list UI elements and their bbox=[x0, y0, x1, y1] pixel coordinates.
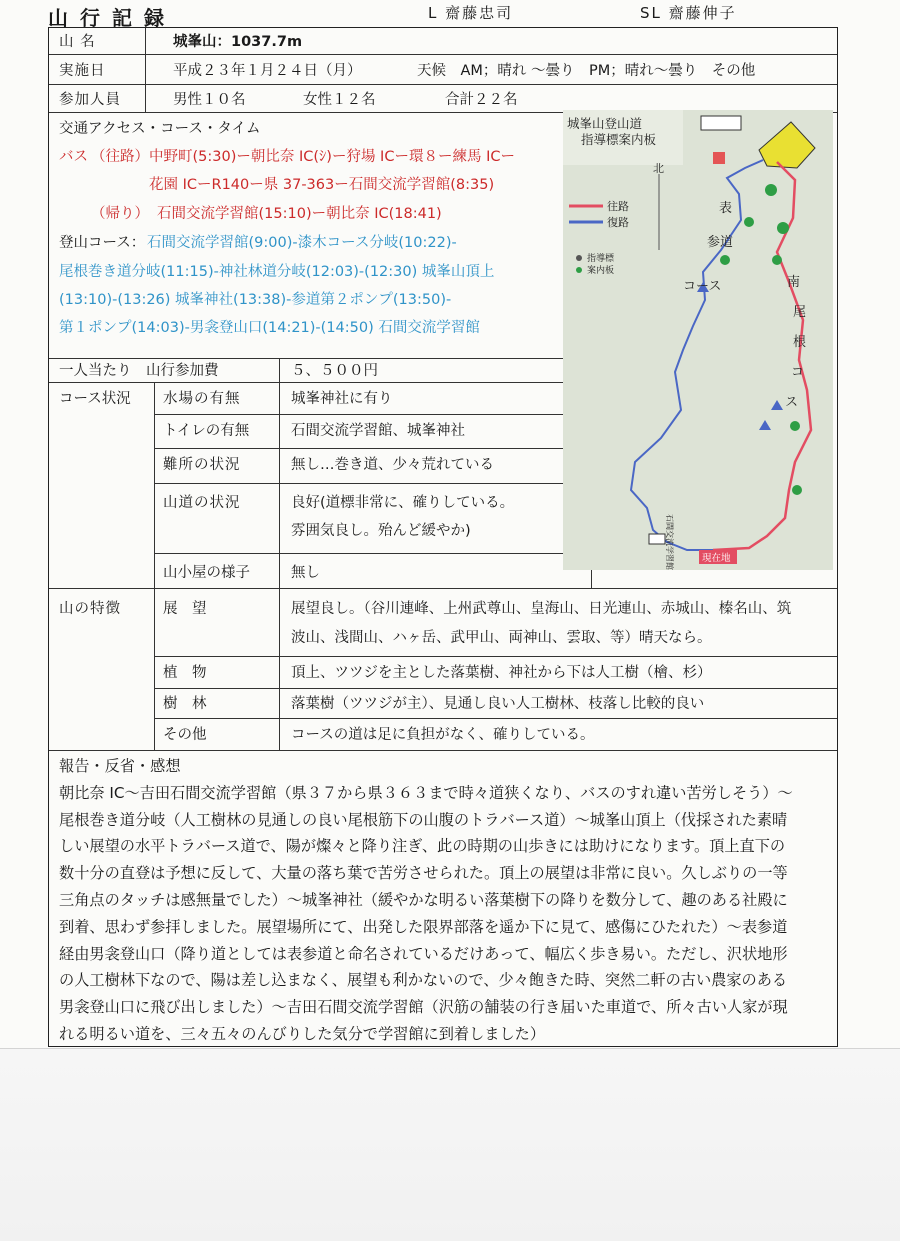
map-label-one: 尾 bbox=[793, 305, 807, 320]
other-value: コースの道は足に負担がなく、確りしている。 bbox=[291, 727, 595, 743]
difficult-label: 難所の状況 bbox=[163, 457, 241, 473]
difficult-value: 無し…巻き道、少々荒れている bbox=[291, 457, 494, 473]
report-line: れる明るい道を、三々五々のんびりした気分で学習館に到着しました） bbox=[59, 1024, 545, 1043]
course-time-4: 第１ポンプ(14:03)-男衾登山口(14:21)-(14:50) 石間交流学習館 bbox=[59, 320, 480, 336]
blank-lower-area bbox=[0, 1048, 900, 1241]
bus-label: バス bbox=[59, 149, 88, 165]
map-label-minami: 南 bbox=[787, 275, 801, 290]
plants-label: 植 物 bbox=[163, 665, 207, 681]
map-label-course: コース bbox=[683, 279, 722, 294]
water-value: 城峯神社に有り bbox=[291, 391, 393, 407]
hut-value: 無し bbox=[291, 565, 320, 581]
report-line: 朝比奈 IC～吉田石間交流学習館（県３７から県３６３まで時々道狭くなり、バスのすれ違い苦労しそう）～ bbox=[59, 783, 793, 802]
record-table bbox=[48, 27, 838, 1047]
legend-return: 復路 bbox=[607, 216, 629, 229]
outbound-label: （往路） bbox=[91, 149, 149, 165]
female-count: 女性１２名 bbox=[303, 92, 376, 108]
report-line: の人工樹林下なので、陽は差し込まなく、展望も利かないので、少々飽きた時、突然二軒の古い農家のある bbox=[59, 971, 788, 990]
weather-value: 天候 AM；晴れ ～曇り PM；晴れ～曇り その他 bbox=[417, 63, 756, 79]
current-location-label: 現在地 bbox=[702, 553, 731, 564]
other-label: その他 bbox=[163, 727, 207, 743]
return-label: （帰り） bbox=[91, 206, 149, 222]
trail-map bbox=[563, 110, 833, 570]
course-time-1: 石間交流学習館(9:00)-漆木コース分岐(10:22)- bbox=[147, 235, 457, 251]
male-count: 男性１０名 bbox=[173, 92, 246, 108]
key-infoboard: 案内板 bbox=[587, 266, 615, 276]
mountain-name: 城峯山：1037.7m bbox=[173, 34, 303, 50]
map-label-ko: コ bbox=[791, 365, 805, 380]
toilet-label: トイレの有無 bbox=[163, 423, 250, 439]
map-label-omote: 表 bbox=[719, 201, 733, 216]
features-label: 山の特徴 bbox=[59, 601, 121, 617]
report-line: 経由男衾登山口（降り道としては表参道と命名されているだけあって、幅広く歩き易い。ただし、沢状地形 bbox=[59, 944, 788, 963]
date-value: 平成２３年１月２４日（月） bbox=[173, 63, 362, 79]
view-label: 展 望 bbox=[163, 601, 207, 617]
summit-sign-icon bbox=[701, 116, 741, 130]
outbound-route-1: 中野町(5:30)ー朝比奈 IC(ｼ)ー狩場 ICー環８ー練馬 ICー bbox=[149, 149, 515, 165]
members-label: 参加人員 bbox=[59, 92, 121, 108]
subleader-name: SL 齋藤伸子 bbox=[640, 4, 737, 22]
map-title-2: 指導標案内板 bbox=[581, 132, 657, 147]
plants-value: 頂上、ツツジを主とした落葉樹、神社から下は人工樹（檜、杉） bbox=[291, 665, 712, 681]
map-title-1: 城峯山登山道 bbox=[567, 116, 643, 131]
total-count: 合計２２名 bbox=[445, 92, 518, 108]
report-line: 三角点のタッチは感無量でした）～城峯神社（緩やかな明るい落葉樹下の降りを数分して、趣のある社殿に bbox=[59, 890, 788, 909]
water-label: 水場の有無 bbox=[163, 391, 241, 407]
mountain-name-label: 山 名 bbox=[59, 34, 96, 50]
leader-name: L 齋藤忠司 bbox=[428, 4, 514, 22]
report-line: 到着、思わず参拝しました。展望場所にて、出発した限界部落を遥か下に見て、感傷にひたれた）～表参道 bbox=[59, 917, 788, 936]
hut-label: 山小屋の様子 bbox=[163, 565, 250, 581]
outbound-route-2: 花園 ICーR140ー県 37-363ー石間交流学習館(8:35) bbox=[149, 177, 495, 193]
date-label: 実施日 bbox=[59, 63, 106, 79]
map-label-hall: 石間交流学習館 bbox=[665, 514, 674, 570]
key-guidepost: 指導標 bbox=[587, 254, 615, 264]
page-title: 山行記録 bbox=[48, 6, 176, 30]
shrine-icon bbox=[713, 152, 725, 164]
toilet-value: 石間交流学習館、城峯神社 bbox=[291, 423, 465, 439]
legend-outbound: 往路 bbox=[607, 200, 629, 213]
course-time-2: 尾根巻き道分岐(11:15)-神社林道分岐(12:03)-(12:30) 城峯山頂上 bbox=[59, 264, 495, 280]
map-label-ne: 根 bbox=[793, 335, 807, 350]
trail-value-2: 雰囲気良し。殆んど緩やか) bbox=[291, 523, 471, 539]
report-section bbox=[59, 753, 831, 1047]
forest-value: 落葉樹（ツツジが主）、見通し良い人工樹林、枝落し比較的良い bbox=[291, 696, 705, 712]
forest-label: 樹 林 bbox=[163, 696, 207, 712]
trail-label: 山道の状況 bbox=[163, 495, 241, 511]
cost-value: ５、５００円 bbox=[291, 363, 378, 379]
course-time-3: (13:10)-(13:26) 城峯神社(13:38)-参道第２ポンプ(13:50)- bbox=[59, 292, 452, 308]
course-status-label: コース状況 bbox=[59, 391, 131, 407]
view-value: 展望良し。（谷川連峰、上州武尊山、皇海山、日光連山、赤城山、榛名山、筑 bbox=[291, 601, 792, 617]
report-line: 男衾登山口に飛び出しました）～吉田石間交流学習館（沢筋の舗装の行き届いた車道で、所々古い人家が現 bbox=[59, 998, 788, 1017]
access-heading: 交通アクセス・コース・タイム bbox=[59, 121, 261, 137]
report-line: 数十分の直登は予想に反して、大量の落ち葉で苦労させられた。頂上の展望は非常に良い。久しぶりの一等 bbox=[59, 864, 788, 883]
map-label-sando: 参道 bbox=[707, 235, 734, 250]
report-line: しい展望の水平トラバース道で、陽が燦々と降り注ぎ、此の時期の山歩きには助けになります。頂上直下の bbox=[59, 837, 786, 856]
report-heading: 報告・反省・感想 bbox=[59, 757, 181, 775]
north-label: 北 bbox=[653, 162, 664, 175]
report-line: 尾根巻き道分岐（人工樹林の見通しの良い尾根筋下の山腹のトラバース道）～城峯山頂上（伐採された素晴 bbox=[59, 810, 788, 829]
map-label-su: ス bbox=[785, 395, 799, 410]
view-value-2: 波山、浅間山、ハヶ岳、武甲山、両神山、雲取、等）晴天なら。 bbox=[291, 630, 712, 646]
hall-icon bbox=[649, 534, 665, 544]
return-route: 石間交流学習館(15:10)ー朝比奈 IC(18:41) bbox=[157, 206, 442, 222]
course-label: 登山コース： bbox=[59, 235, 146, 251]
cost-label: 一人当たり 山行参加費 bbox=[59, 363, 219, 379]
header bbox=[48, 0, 848, 30]
trail-value: 良好(道標非常に、確りしている。 bbox=[291, 495, 515, 511]
